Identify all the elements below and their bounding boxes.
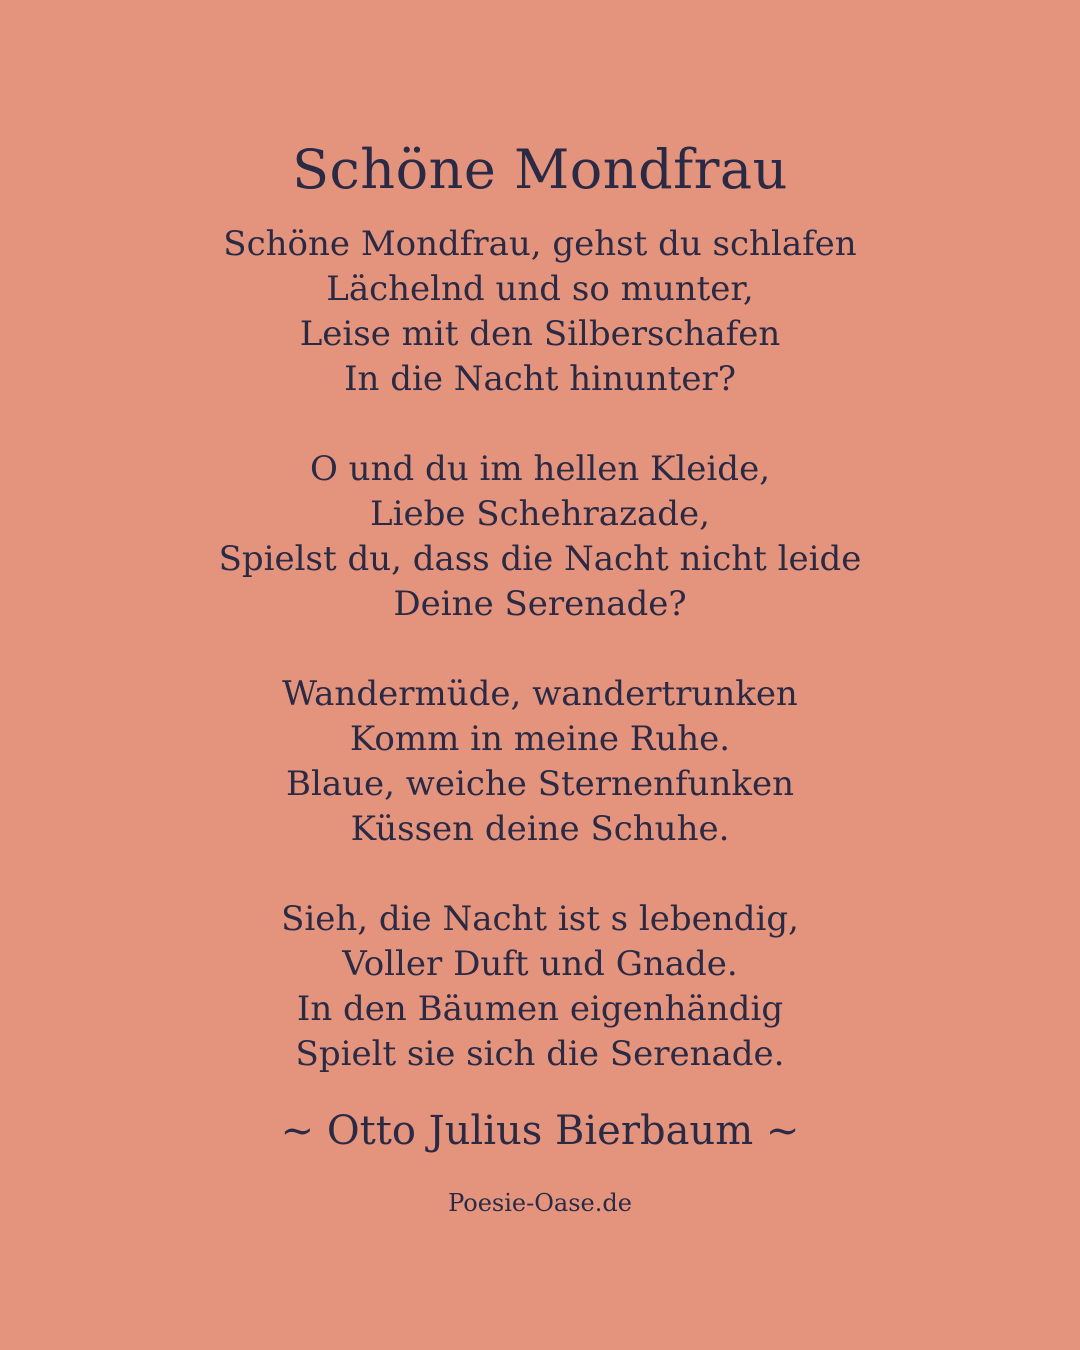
poem-line: Küssen deine Schuhe. (350, 809, 730, 849)
website-credit: Poesie-Oase.de (448, 1189, 632, 1217)
poem-line: O und du im hellen Kleide, (310, 449, 770, 489)
poem-line: Schöne Mondfrau, gehst du schlafen (223, 224, 857, 264)
poem-line: In den Bäumen eigenhändig (296, 989, 784, 1029)
poem-line: In die Nacht hinunter? (344, 359, 736, 399)
stanza-1 (0, 222, 1080, 402)
poem-line: Liebe Schehrazade, (370, 494, 710, 534)
poem-line: Deine Serenade? (393, 584, 687, 624)
poem-title: Schöne Mondfrau (292, 138, 788, 201)
poem-line: Spielst du, dass die Nacht nicht leide (218, 539, 862, 579)
poem-line: Sieh, die Nacht ist s lebendig, (281, 899, 799, 939)
poem-line: Wandermüde, wandertrunken (282, 674, 798, 714)
stanza-4 (0, 897, 1080, 1077)
poem-line: Leise mit den Silberschafen (299, 314, 781, 354)
poem-line: Lächelnd und so munter, (326, 269, 754, 309)
poem-line: Komm in meine Ruhe. (349, 719, 731, 759)
stanza-3 (0, 672, 1080, 852)
stanza-2 (0, 447, 1080, 627)
poem-body (0, 222, 1080, 1122)
poem-line: Voller Duft und Gnade. (342, 944, 738, 984)
poem-author: ~ Otto Julius Bierbaum ~ (280, 1108, 800, 1154)
poem-line: Spielt sie sich die Serenade. (295, 1034, 785, 1074)
poem-line: Blaue, weiche Sternenfunken (286, 764, 794, 804)
